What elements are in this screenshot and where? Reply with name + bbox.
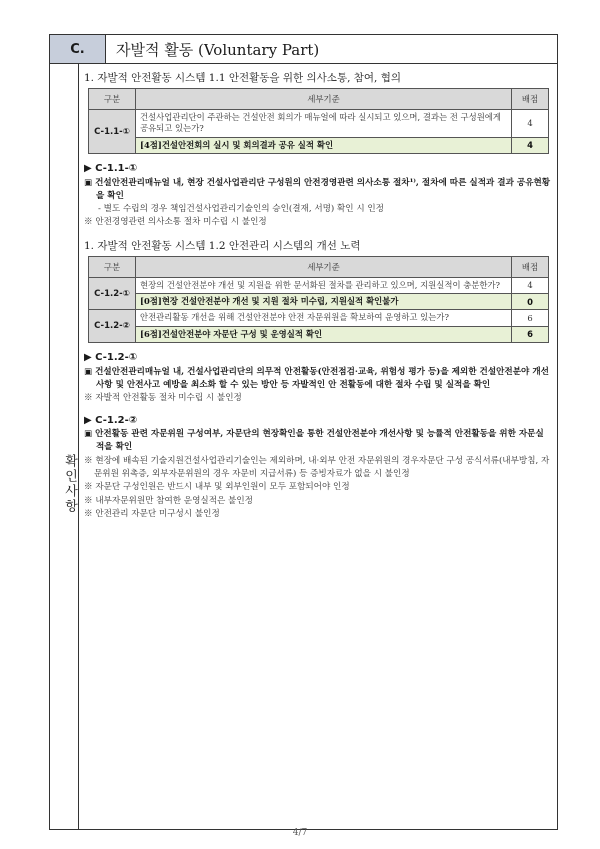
table-row-result (89, 294, 549, 310)
guide-head: ▶ C-1.1-① (84, 163, 138, 175)
section2-title: 1. 자발적 안전활동 시스템 1.2 안전관리 시스템의 개선 노력 (84, 239, 361, 252)
table-row (89, 310, 549, 326)
row-score: 6 (512, 310, 549, 326)
guide-note: ※ 안전경영관련 의사소통 절차 미수립 시 불인정 (84, 217, 267, 228)
guide-head: ▶ C-1.2-② (84, 414, 138, 426)
col-score: 배점 (512, 256, 549, 277)
row-result-score: 4 (512, 137, 549, 153)
row-code: C-1.1-① (89, 110, 136, 154)
table-row-result (89, 326, 549, 342)
guide-note: ※ 자문단 구성인원은 반드시 내부 및 외부인원이 모두 포함되어야 인정 (84, 482, 350, 493)
row-result: [6점]건설안전분야 자문단 구성 및 운영실적 확인 (136, 326, 512, 342)
guide-note: ※ 내부자문위원만 참여한 운영실적은 불인정 (84, 495, 253, 506)
col-code: 구분 (89, 89, 136, 110)
row-result-score: 0 (512, 294, 549, 310)
criteria-table-1 (88, 88, 549, 154)
row-criteria: 안전관리활동 개선을 위해 건설안전분야 안전 자문위원을 확보하여 운영하고 있는가? (136, 310, 512, 326)
row-code: C-1.2-② (89, 310, 136, 343)
table-row (89, 110, 549, 138)
table-row-result (89, 137, 549, 153)
guide-block-1 (84, 161, 552, 230)
section1-title: 1. 자발적 안전활동 시스템 1.1 안전활동을 위한 의사소통, 참여, 협의 (84, 72, 402, 84)
section-title: 자발적 활동 (Voluntary Part) (116, 40, 320, 59)
guide-block-3 (84, 413, 552, 522)
row-result: [0점]현장 건설안전분야 개선 및 지원 절차 미수립, 지원실적 확인불가 (136, 294, 512, 310)
section-header (49, 34, 558, 64)
col-score: 배점 (512, 89, 549, 110)
guide-line: ▣ 건설안전관리매뉴얼 내, 현장 건설사업관리단 구성원의 안전경영관련 의사소통 절차¹⁾, 절차에 따른 실적과 결과 공유현황을 확인 (84, 177, 551, 201)
guide-sub: - 별도 수립의 경우 책임건설사업관리기술인의 승인(결재, 서명) 확인 시 인정 (98, 204, 384, 215)
guide-line: ▣ 안전활동 관련 자문위원 구성여부, 자문단의 현장확인을 통한 건설안전분야 개선사항 및 능률적 안전활동을 위한 자문실적을 확인 (84, 429, 544, 453)
row-score: 4 (512, 110, 549, 138)
side-column (49, 64, 79, 830)
table-row (89, 277, 549, 293)
row-result: [4점]건설안전회의 실시 및 회의결과 공유 실적 확인 (136, 137, 512, 153)
col-criteria: 세부기준 (136, 256, 512, 277)
guide-line: ▣ 건설안전관리매뉴얼 내, 건설사업관리단의 의무적 안전활동(안전점검·교육, 위험성 평가 등)을 제외한 건설안전분야 개선사항 및 안전사고 예방을 최소화 할 수 있는 방안 등 자발적인 안 전활동에 대한 절차 수립 및 실적을 확인 (84, 366, 549, 390)
criteria-table-2 (88, 256, 549, 343)
guide-note: ※ 안전관리 자문단 미구성시 불인정 (84, 508, 220, 519)
page-number: 4/7 (292, 828, 308, 838)
row-criteria: 현장의 건설안전분야 개선 및 지원을 위한 문서화된 절차를 관리하고 있으며, 지원실적이 충분한가? (136, 277, 512, 293)
guide-head: ▶ C-1.2-① (84, 352, 138, 364)
col-criteria: 세부기준 (136, 89, 512, 110)
row-code: C-1.2-① (89, 277, 136, 310)
guide-block-2 (84, 350, 552, 405)
row-score: 4 (512, 277, 549, 293)
row-criteria: 건설사업관리단이 주관하는 건설안전 회의가 매뉴얼에 따라 실시되고 있으며, 결과는 전 구성원에게 공유되고 있는가? (136, 110, 512, 138)
guide-note: ※ 현장에 배속된 기술지원건설사업관리기술인는 제외하며, 내·외부 안전 자문위원의 경우자문단 구성 공식서류(내부방침, 자문위원 위촉증, 외부자문위원의 경우 자문비 지급서류) 등 증빙자료가 없을 시 불인정 (84, 455, 550, 480)
side-label: 확인사항 (62, 454, 77, 514)
section-letter: C. (50, 35, 106, 63)
col-code: 구분 (89, 256, 136, 277)
content-area (84, 66, 552, 521)
guide-note: ※ 자발적 안전활동 절차 미수립 시 불인정 (84, 393, 242, 404)
row-result-score: 6 (512, 326, 549, 342)
